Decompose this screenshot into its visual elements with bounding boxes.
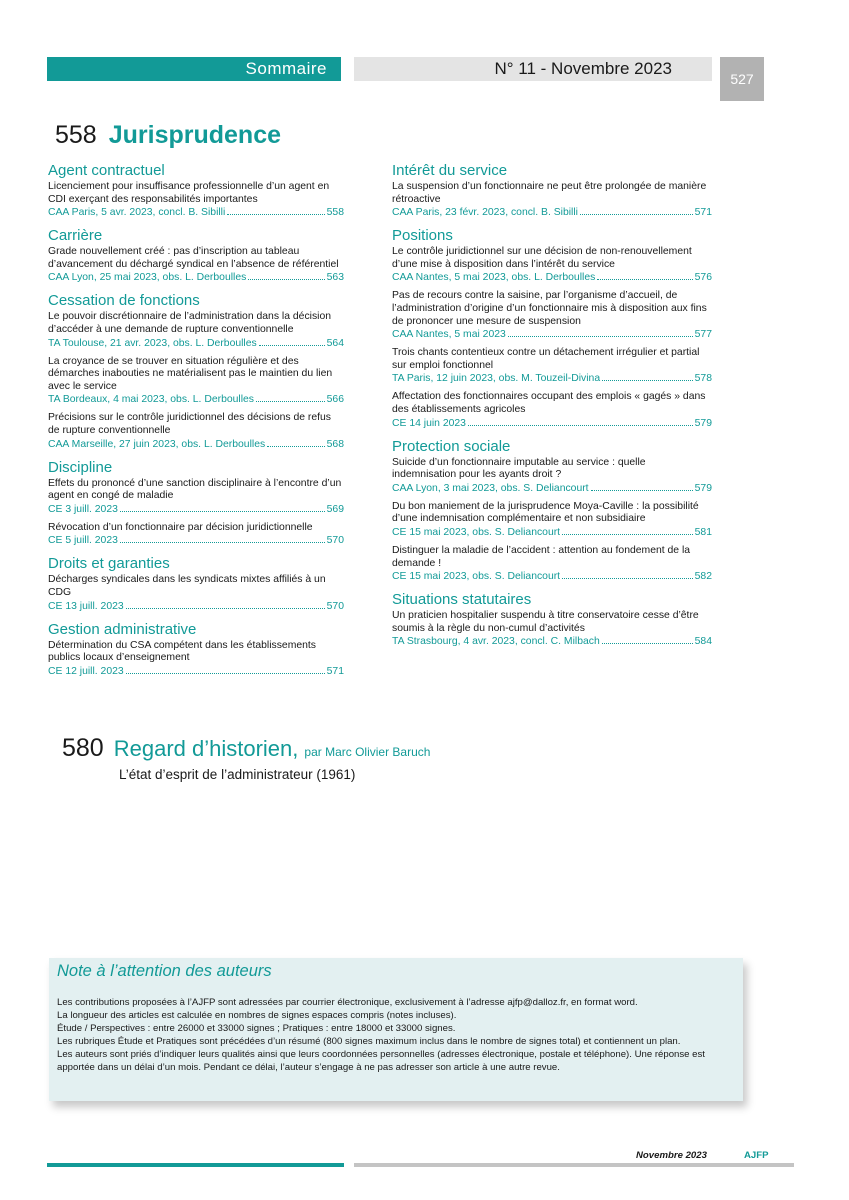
entry-title: Le contrôle juridictionnel sur une décision de non-renouvellement d’une mise à disposition dans l’intérêt du service	[392, 246, 692, 270]
reference-source: CE 14 juin 2023	[392, 417, 466, 429]
category-heading: Situations statutaires	[392, 591, 532, 609]
toc-entry[interactable]	[48, 181, 344, 219]
reference-source: TA Toulouse, 21 avr. 2023, obs. L. Derboulles	[48, 337, 257, 349]
section-author: par Marc Olivier Baruch	[304, 745, 431, 759]
reference-page[interactable]: 582	[694, 571, 712, 583]
reference-source: CE 12 juill. 2023	[48, 665, 124, 677]
entry-reference	[48, 337, 344, 350]
reference-source: CE 3 juill. 2023	[48, 503, 118, 515]
entry-title: Licenciement pour insuffisance professionnelle d’un agent en CDI exerçant des responsabilités importantes	[48, 181, 330, 205]
toc-entry[interactable]	[48, 574, 344, 612]
toc-entry[interactable]	[48, 311, 344, 349]
issue-label: N° 11 - Novembre 2023	[494, 59, 672, 78]
entry-reference	[392, 328, 712, 341]
dot-leader	[256, 401, 325, 402]
reference-page[interactable]: 577	[694, 329, 712, 341]
dot-leader	[562, 578, 693, 579]
entry-title: Le pouvoir discrétionnaire de l’administration dans la décision d’accéder à une demande de rupture conventionnelle	[48, 311, 332, 335]
toc-entry[interactable]	[48, 246, 344, 284]
entry-reference	[392, 482, 712, 495]
dot-leader	[259, 345, 325, 346]
entry-reference	[48, 393, 344, 406]
category-heading: Intérêt du service	[392, 162, 508, 179]
entry-reference	[48, 503, 344, 516]
dot-leader	[227, 214, 324, 215]
entry-title: Décharges syndicales dans les syndicats mixtes affiliés à un CDG	[48, 574, 326, 598]
category-heading: Carrière	[48, 227, 103, 245]
section-label: Sommaire	[245, 59, 327, 78]
section-page-number: 580	[62, 734, 104, 762]
section-page-number: 558	[55, 121, 97, 149]
footer-teal-bar	[47, 1163, 344, 1167]
toc-left-column	[48, 162, 344, 684]
section-title: Jurisprudence	[108, 121, 281, 149]
toc-entry[interactable]	[48, 478, 344, 516]
dot-leader	[267, 446, 324, 447]
footer-grey-bar	[354, 1163, 794, 1167]
dot-leader	[562, 534, 693, 535]
category-heading: Discipline	[48, 458, 113, 476]
entry-title: Révocation d’un fonctionnaire par décision juridictionnelle	[48, 521, 313, 533]
toc-entry[interactable]	[48, 356, 344, 407]
dot-leader	[126, 673, 325, 674]
category-heading: Gestion administrative	[48, 620, 197, 638]
toc-entry[interactable]	[392, 181, 712, 219]
toc-entry[interactable]	[392, 347, 712, 385]
entry-title: Suicide d’un fonctionnaire imputable au service : quelle indemnisation pour les ayants droit ?	[392, 456, 646, 481]
dot-leader	[248, 279, 324, 280]
header-section-bar	[47, 57, 341, 81]
page-number-box: 527	[720, 57, 764, 101]
dot-leader	[120, 542, 325, 543]
reference-page[interactable]: 570	[326, 535, 344, 547]
toc-entry[interactable]	[392, 290, 712, 341]
entry-reference	[48, 271, 344, 284]
entry-title: Effets du prononcé d’une sanction disciplinaire à l’encontre d’un agent en congé de maladie	[48, 477, 342, 502]
toc-entry[interactable]	[392, 457, 712, 495]
reference-source: TA Strasbourg, 4 avr. 2023, concl. C. Milbach	[392, 636, 600, 648]
toc-entry[interactable]	[392, 391, 712, 429]
reference-source: TA Bordeaux, 4 mai 2023, obs. L. Derboulles	[48, 394, 255, 406]
entry-title: La suspension d’un fonctionnaire ne peut être prolongée de manière rétroactive	[392, 181, 707, 205]
note-line: La longueur des articles est calculée en nombres de signes espaces compris (notes incluses).	[57, 1010, 457, 1021]
authors-note-box	[49, 958, 743, 1101]
toc-entry[interactable]	[48, 522, 344, 548]
reference-page[interactable]: 571	[326, 665, 344, 677]
reference-source: CE 5 juill. 2023	[48, 535, 118, 547]
regard-subtitle: L’état d’esprit de l’administrateur (1961)	[119, 767, 356, 782]
reference-source: CAA Paris, 5 avr. 2023, concl. B. Sibilli	[48, 207, 226, 219]
category-heading: Positions	[392, 227, 453, 245]
entry-title: Pas de recours contre la saisine, par l’organisme d’accueil, de l’administration d’origine d’un fonctionnaire mis à disposition aux fins de prononcer une mesure de suspension	[392, 290, 707, 327]
toc-entry[interactable]	[392, 501, 712, 539]
dot-leader	[580, 214, 693, 215]
note-title: Note à l’attention des auteurs	[57, 962, 272, 980]
entry-reference	[392, 372, 712, 385]
reference-page[interactable]: 581	[694, 526, 712, 538]
toc-entry[interactable]	[48, 640, 344, 678]
footer-journal: AJFP	[744, 1150, 769, 1161]
dot-leader	[508, 336, 693, 337]
section-title: Regard d’historien,	[113, 736, 299, 761]
reference-page[interactable]: 558	[326, 207, 344, 219]
toc-entry[interactable]	[392, 545, 712, 583]
category-heading: Protection sociale	[392, 437, 511, 455]
reference-page[interactable]: 570	[326, 600, 344, 612]
note-body	[57, 996, 737, 1074]
entry-reference	[392, 635, 712, 648]
reference-page[interactable]: 579	[694, 482, 712, 494]
reference-page[interactable]: 566	[326, 394, 344, 406]
dot-leader	[126, 608, 325, 609]
reference-page[interactable]: 569	[326, 503, 344, 515]
footer-month: Novembre 2023	[636, 1150, 707, 1161]
reference-source: TA Paris, 12 juin 2023, obs. M. Touzeil-Divina	[392, 373, 601, 385]
note-line: Les contributions proposées à l’AJFP sont adressées par courrier électronique, exclusivement à l’adresse ajfp@dalloz.fr, en format word.	[57, 997, 638, 1008]
entry-title: Trois chants contentieux contre un détachement irrégulier et partial sur emploi fonctionnel	[392, 347, 700, 371]
entry-reference	[392, 526, 712, 539]
entry-reference	[392, 206, 712, 219]
entry-reference	[48, 206, 344, 219]
dot-leader	[597, 279, 692, 280]
entry-title: Détermination du CSA compétent dans les établissements publics locaux d’enseignement	[48, 639, 316, 664]
entry-title: Grade nouvellement créé : pas d’inscription au tableau d’avancement du déchargé syndical en l’absence de référentiel	[48, 246, 339, 270]
reference-source: CAA Nantes, 5 mai 2023	[392, 329, 506, 341]
toc-entry[interactable]	[392, 610, 712, 648]
dot-leader	[602, 380, 693, 381]
entry-reference	[48, 438, 344, 451]
dot-leader	[120, 511, 325, 512]
entry-reference	[48, 665, 344, 678]
dot-leader	[591, 490, 693, 491]
reference-page[interactable]: 568	[326, 438, 344, 450]
note-line: Les auteurs sont priés d’indiquer leurs qualités ainsi que leurs coordonnées personnelles (adresses électronique, postale et téléphone). Une réponse est apportée dans un délai d’un mois. Pendant ce délai, l’auteur s’engage à ne pas adresser son article à une autre revue.	[57, 1049, 705, 1073]
note-line: Étude / Perspectives : entre 26000 et 33000 signes ; Pratiques : entre 18000 et 33000 signes.	[57, 1023, 456, 1034]
reference-page[interactable]: 576	[694, 272, 712, 284]
entry-title: Un praticien hospitalier suspendu à titre conservatoire cesse d’être soumis à la règle du non-cumul d’activités	[392, 610, 699, 634]
reference-page[interactable]: 571	[694, 207, 712, 219]
reference-source: CAA Nantes, 5 mai 2023, obs. L. Derboulles	[392, 272, 596, 284]
reference-source: CAA Marseille, 27 juin 2023, obs. L. Derboulles	[48, 438, 266, 450]
entry-title: Affectation des fonctionnaires occupant des emplois « gagés » dans des établissements agricoles	[392, 391, 706, 415]
dot-leader	[468, 425, 693, 426]
toc-entry[interactable]	[48, 412, 344, 450]
jurisprudence-heading[interactable]	[55, 121, 281, 150]
reference-source: CE 15 mai 2023, obs. S. Deliancourt	[392, 526, 561, 538]
reference-page[interactable]: 578	[694, 373, 712, 385]
category-heading: Droits et garanties	[48, 555, 170, 573]
reference-source: CAA Lyon, 3 mai 2023, obs. S. Deliancourt	[392, 482, 589, 494]
entry-reference	[392, 570, 712, 583]
reference-source: CE 13 juill. 2023	[48, 600, 124, 612]
entry-title: Du bon maniement de la jurisprudence Moya-Caville : la possibilité d’une indemnisation complémentaire et non subsidiaire	[392, 500, 699, 525]
reference-source: CAA Lyon, 25 mai 2023, obs. L. Derboulles	[48, 272, 247, 284]
dot-leader	[602, 643, 693, 644]
entry-reference	[392, 271, 712, 284]
entry-title: La croyance de se trouver en situation régulière et des démarches inabouties ne matérialisent pas le maintien du lien avec le service	[48, 355, 333, 392]
entry-reference	[48, 600, 344, 613]
note-line: Les rubriques Étude et Pratiques sont précédées d’un résumé (800 signes maximum inclus dans le nombre de signes total) et contiennent un plan.	[57, 1036, 681, 1047]
toc-right-column	[392, 162, 712, 654]
entry-reference	[392, 417, 712, 430]
reference-page[interactable]: 579	[694, 417, 712, 429]
entry-title: Précisions sur le contrôle juridictionnel des décisions de refus de rupture conventionnelle	[48, 412, 331, 436]
header-issue-bar	[354, 57, 712, 81]
entry-title: Distinguer la maladie de l’accident : attention au fondement de la demande !	[392, 544, 691, 569]
reference-source: CAA Paris, 23 févr. 2023, concl. B. Sibilli	[392, 207, 578, 219]
entry-reference	[48, 534, 344, 547]
reference-source: CE 15 mai 2023, obs. S. Deliancourt	[392, 571, 561, 583]
reference-page[interactable]: 564	[326, 337, 344, 349]
reference-page[interactable]: 584	[694, 636, 712, 648]
reference-page[interactable]: 563	[326, 272, 344, 284]
category-heading: Cessation de fonctions	[48, 292, 200, 310]
toc-entry[interactable]	[392, 246, 712, 284]
category-heading: Agent contractuel	[48, 162, 165, 179]
regard-heading[interactable]	[62, 734, 430, 763]
